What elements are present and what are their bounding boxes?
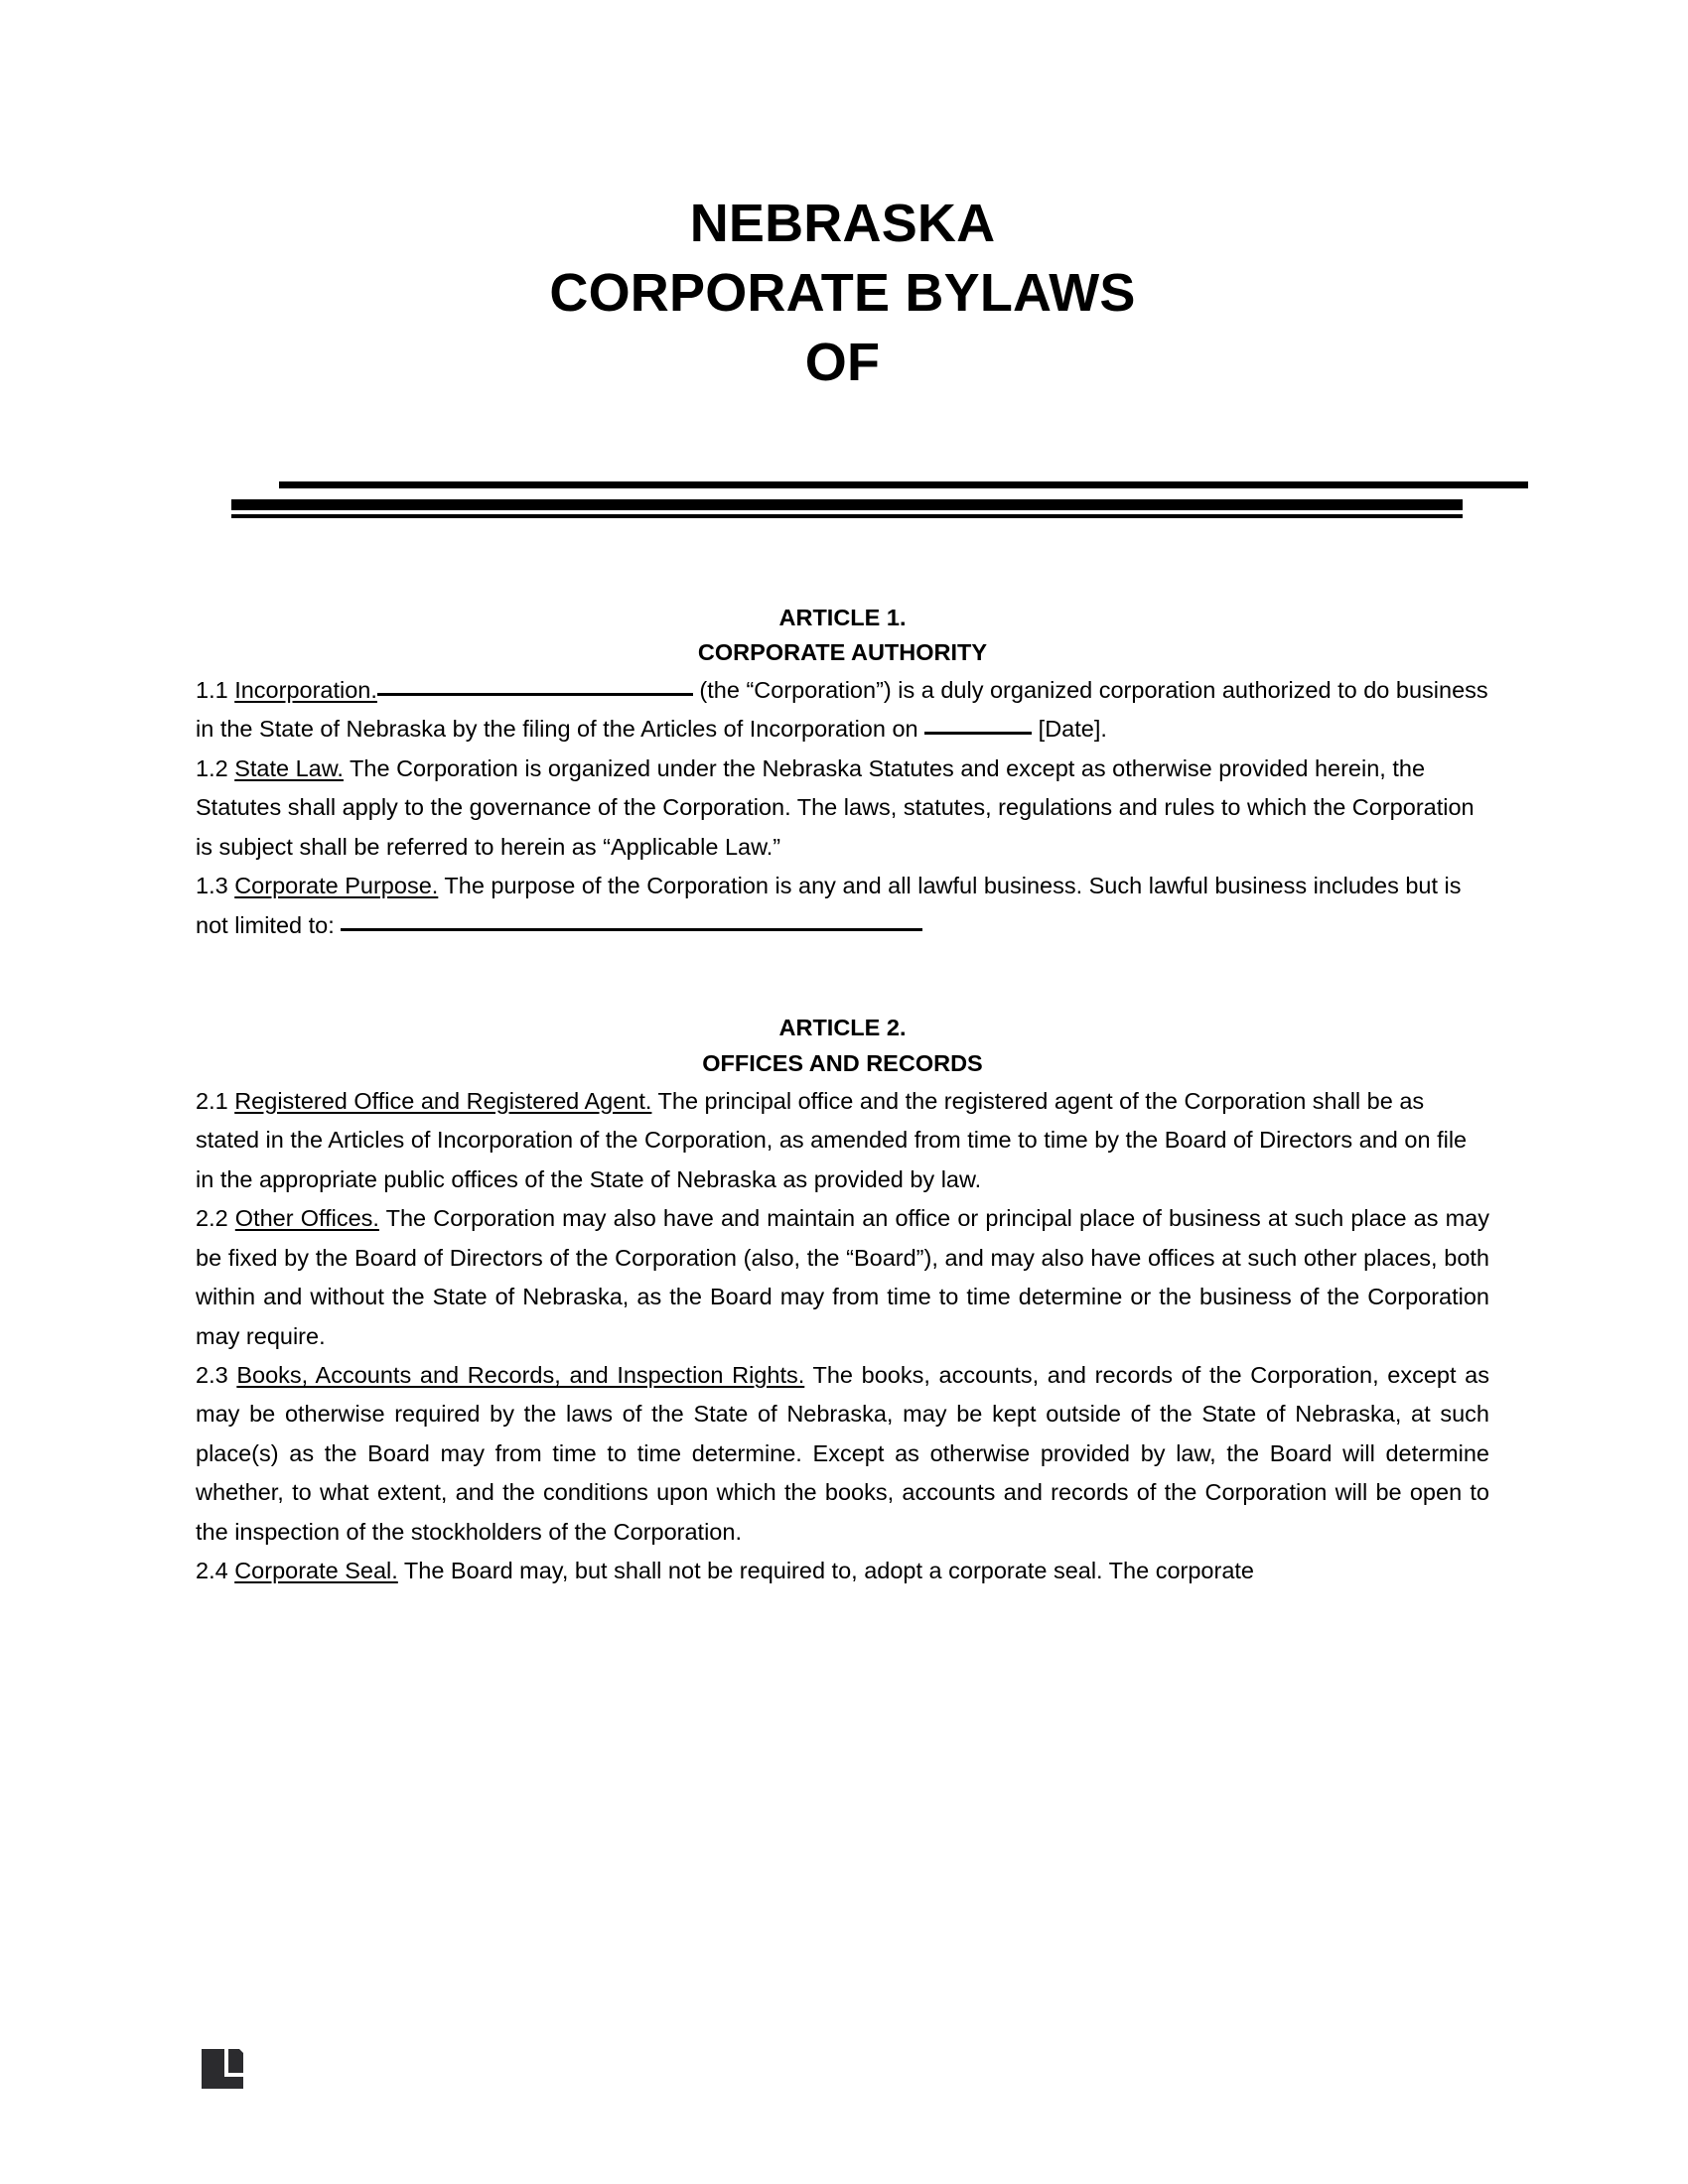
- clause-1-2-number: 1.2: [196, 754, 228, 781]
- clause-2-1-body: The principal office and the registered agent of the Corporation shall be as stated in the Articles of Incorporation of the Corporation, as amended from time to time by the Board of Directors and on file in the appropriate public offices of the State of Nebraska as provided by law.: [196, 1087, 1468, 1192]
- clause-1-3: [196, 867, 1489, 945]
- clause-2-1-heading: Registered Office and Registered Agent.: [234, 1087, 652, 1114]
- clause-1-1-date-suffix: [Date].: [1032, 716, 1107, 743]
- title-line-2: CORPORATE BYLAWS: [549, 263, 1136, 324]
- page-title: [196, 0, 1489, 398]
- clause-1-1-heading: Incorporation.: [234, 677, 377, 703]
- clause-1-2-heading: State Law.: [234, 754, 344, 781]
- corporate-purpose-blank[interactable]: [341, 908, 922, 931]
- title-divider: [196, 481, 1489, 543]
- clause-2-1: [196, 1082, 1489, 1199]
- divider-rule-top: [279, 481, 1528, 488]
- corporation-name-blank[interactable]: [377, 673, 693, 696]
- clause-2-2-heading: Other Offices.: [234, 1205, 379, 1232]
- article-1-name: CORPORATE AUTHORITY: [697, 639, 988, 666]
- clause-2-2: [196, 1199, 1489, 1356]
- title-line-3: OF: [804, 333, 881, 393]
- clause-1-1: [196, 671, 1489, 750]
- clause-2-3-heading: Books, Accounts and Records, and Inspection Rights.: [236, 1362, 805, 1388]
- clause-2-3: [196, 1356, 1489, 1552]
- clause-2-3-body: The books, accounts, and records of the Corporation, except as may be otherwise required by the laws of the State of Nebraska, may be kept outside of the State of Nebraska, at such place(s) as the Board may from time to time determine. Except as otherwise provided by law, the Board will determine whether, to what extent, and the conditions upon which the books, accounts and records of the Corporation will be open to the inspection of the stockholders of the Corporation.: [196, 1362, 1489, 1545]
- clause-1-3-body: The purpose of the Corporation is any and all lawful business. Such lawful business includes but is not limited to:: [196, 873, 1462, 938]
- clause-1-3-number: 1.3: [196, 873, 228, 899]
- divider-rule-bottom: [231, 514, 1463, 518]
- legal-templates-logo-icon: [202, 2049, 243, 2089]
- clause-2-2-number: 2.2: [196, 1205, 228, 1232]
- article-2-number: ARTICLE 2.: [778, 1015, 907, 1041]
- clause-2-1-number: 2.1: [196, 1087, 228, 1114]
- clause-2-4-body: The Board may, but shall not be required to, adopt a corporate seal. The corporate: [397, 1558, 1254, 1584]
- divider-rule-middle: [231, 499, 1463, 510]
- title-line-1: NEBRASKA: [689, 194, 996, 253]
- clause-1-2: [196, 750, 1489, 867]
- clause-1-1-body: (the “Corporation”) is a duly organized corporation authorized to do business in the State of Nebraska by the filing of the Articles of Incorporation on: [196, 677, 1488, 743]
- clause-1-2-body: The Corporation is organized under the Nebraska Statutes and except as otherwise provided herein, the Statutes shall apply to the governance of the Corporation. The laws, statutes, regulations and rules to which the Corporation is subject shall be referred to herein as “Applicable Law.”: [196, 754, 1475, 860]
- document-content: [196, 0, 1489, 1591]
- clause-2-4-number: 2.4: [196, 1558, 228, 1584]
- article-2-name: OFFICES AND RECORDS: [702, 1050, 983, 1076]
- clause-2-4-heading: Corporate Seal.: [234, 1558, 398, 1584]
- incorporation-date-blank[interactable]: [924, 712, 1032, 735]
- article-2-heading: [196, 1011, 1489, 1081]
- clause-1-1-number: 1.1: [196, 677, 228, 703]
- clause-2-3-number: 2.3: [196, 1362, 228, 1388]
- article-1-number: ARTICLE 1.: [778, 604, 907, 630]
- clause-2-4: [196, 1552, 1489, 1590]
- article-1-heading: [196, 601, 1489, 671]
- clause-2-2-body: The Corporation may also have and maintain an office or principal place of business at such place as may be fixed by the Board of Directors of the Corporation (also, the “Board”), and may also have offices at such other places, both within and without the State of Nebraska, as the Board may from time to time determine or the business of the Corporation may require.: [196, 1205, 1489, 1349]
- clause-1-3-heading: Corporate Purpose.: [234, 873, 439, 899]
